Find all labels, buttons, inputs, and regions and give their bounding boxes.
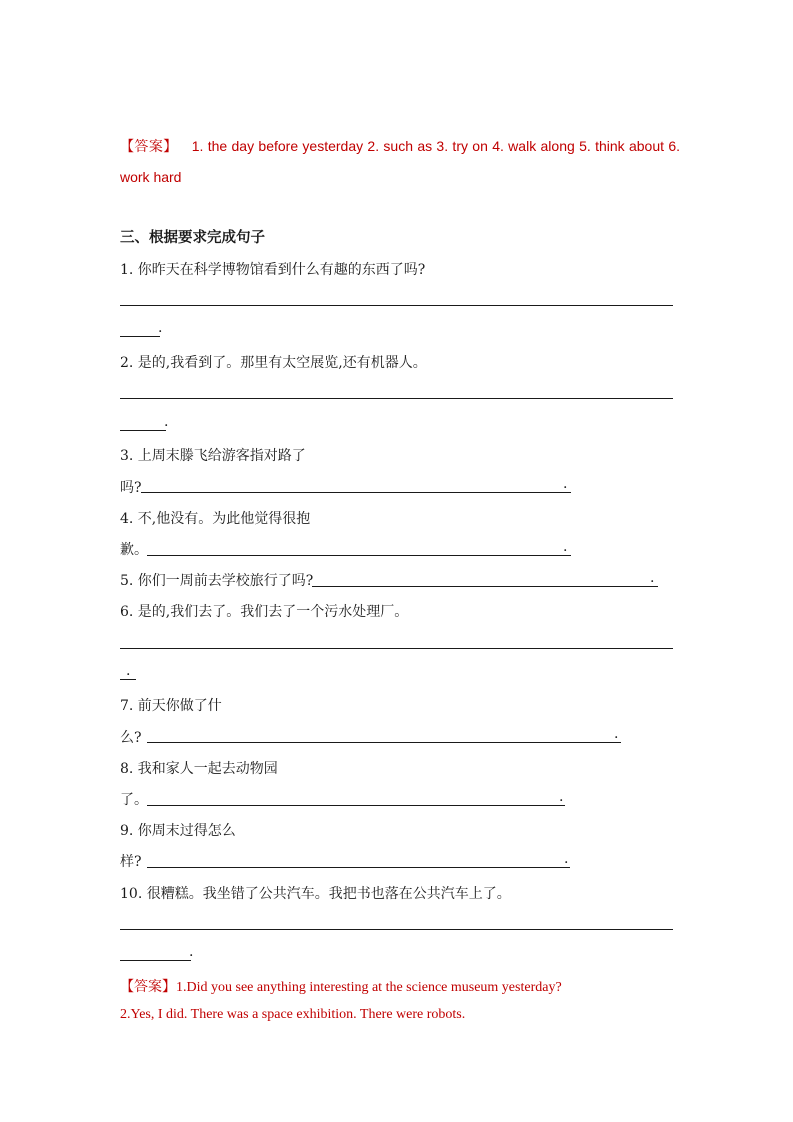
section-title: 三、根据要求完成句子 <box>120 230 265 246</box>
answer-line-10a[interactable] <box>120 929 673 930</box>
answer-line-6a[interactable] <box>120 648 673 649</box>
question-8-cont: 了。 <box>120 792 148 808</box>
answer-line-3[interactable] <box>141 492 571 493</box>
question-9-period: . <box>564 851 569 867</box>
answer-line-5[interactable] <box>312 586 658 587</box>
question-7-cont: 么? <box>120 730 142 746</box>
answer-line-9[interactable] <box>147 867 570 868</box>
question-2: 2. 是的,我看到了。那里有太空展览,还有机器人。 <box>120 355 427 371</box>
question-8: 8. 我和家人一起去动物园 <box>120 761 278 777</box>
answer-line-8[interactable] <box>147 805 565 806</box>
question-5-period: . <box>650 570 655 586</box>
question-9: 9. 你周末过得怎么 <box>120 823 236 839</box>
question-4: 4. 不,他没有。为此他觉得很抱 <box>120 511 311 527</box>
answer-block-2-line-1 <box>120 976 562 996</box>
answer-tag: 【答案】 <box>120 138 178 154</box>
question-9-cont: 样? <box>120 854 142 870</box>
answer-sentence-1: 1.Did you see anything interesting at the science museum yesterday? <box>176 980 562 995</box>
answer-block-1 <box>120 131 680 193</box>
question-3-cont: 吗? <box>120 480 142 496</box>
answer-line-6b[interactable] <box>120 679 136 680</box>
question-10: 10. 很糟糕。我坐错了公共汽车。我把书也落在公共汽车上了。 <box>120 886 511 902</box>
question-2-period: . <box>164 414 169 430</box>
question-3-period: . <box>563 476 568 492</box>
question-4-cont: 歉。 <box>120 542 148 558</box>
question-5: 5. 你们一周前去学校旅行了吗? <box>120 573 314 589</box>
answer-line-1b[interactable] <box>120 336 160 337</box>
answer-block-2-line-2: 2.Yes, I did. There was a space exhibition. There were robots. <box>120 1007 466 1022</box>
question-10-period: . <box>189 944 194 960</box>
question-7-period: . <box>614 726 619 742</box>
question-6-period: . <box>126 663 131 679</box>
question-1-period: . <box>158 320 163 336</box>
question-7: 7. 前天你做了什 <box>120 698 222 714</box>
question-1: 1. 你昨天在科学博物馆看到什么有趣的东西了吗? <box>120 262 426 278</box>
answer-text: 1. the day before yesterday 2. such as 3. try on 4. walk along 5. think about 6. work hard <box>120 138 681 185</box>
answer-line-10b[interactable] <box>120 960 191 961</box>
answer-line-7[interactable] <box>147 742 621 743</box>
answer-line-2b[interactable] <box>120 430 166 431</box>
question-4-period: . <box>563 539 568 555</box>
question-6: 6. 是的,我们去了。我们去了一个污水处理厂。 <box>120 604 409 620</box>
answer-tag-2: 【答案】 <box>120 980 176 995</box>
question-3: 3. 上周末滕飞给游客指对路了 <box>120 448 306 464</box>
answer-line-1a[interactable] <box>120 305 673 306</box>
question-8-period: . <box>559 789 564 805</box>
answer-line-4[interactable] <box>147 555 571 556</box>
answer-line-2a[interactable] <box>120 398 673 399</box>
